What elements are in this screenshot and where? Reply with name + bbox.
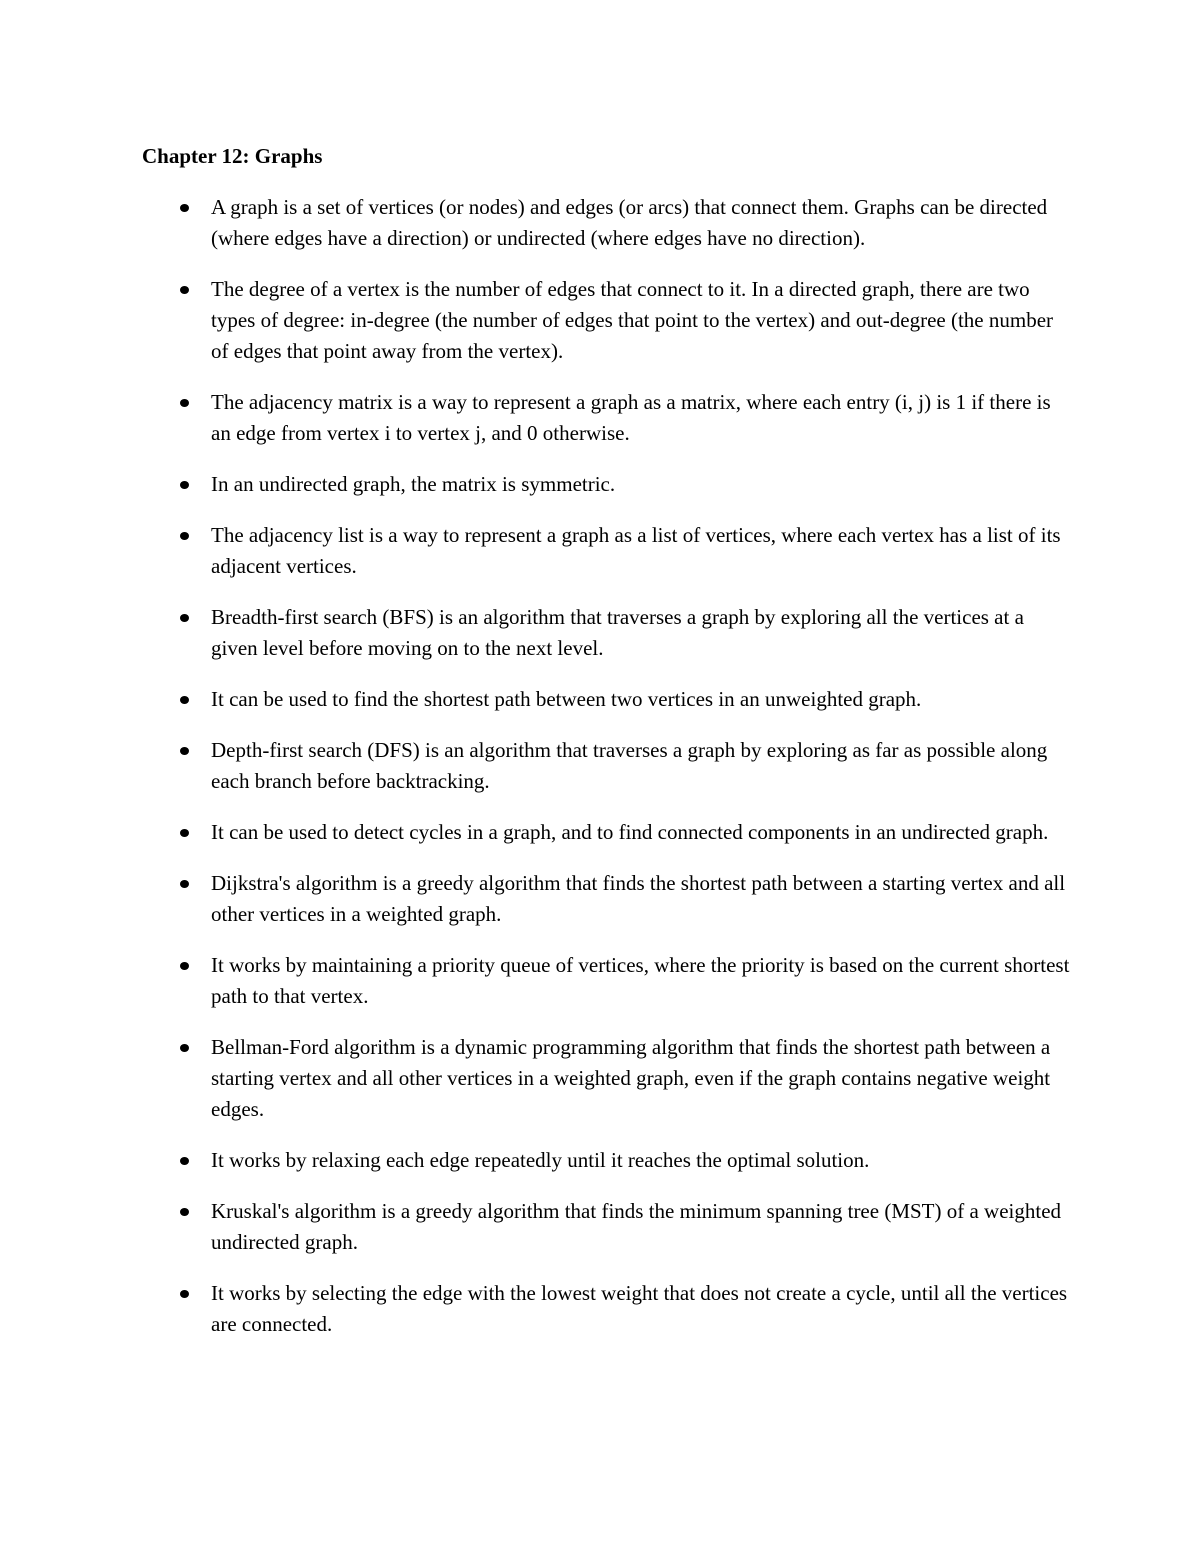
list-item (0, 469, 1071, 500)
bullet-icon (180, 1290, 189, 1298)
list-item-text: It works by relaxing each edge repeatedly until it reaches the optimal solution. (211, 1148, 870, 1172)
chapter-title: Chapter 12: Graphs (142, 144, 323, 168)
bullet-icon (180, 204, 189, 212)
bullet-icon (180, 880, 189, 888)
bullet-icon (180, 747, 189, 755)
list-item (0, 387, 1071, 449)
list-item (0, 274, 1071, 367)
list-item (0, 1278, 1071, 1340)
list-item-text: Breadth-first search (BFS) is an algorithm that traverses a graph by exploring all the vertices at a given level before moving on to the next level. (211, 605, 1024, 660)
bullet-icon (180, 696, 189, 704)
list-item-text: Depth-first search (DFS) is an algorithm that traverses a graph by exploring as far as possible along each branch before backtracking. (211, 738, 1048, 793)
bullet-icon (180, 286, 189, 294)
bullet-icon (180, 1208, 189, 1216)
list-item (0, 684, 1071, 715)
list-item (0, 1032, 1071, 1125)
list-item (0, 1196, 1071, 1258)
list-item (0, 735, 1071, 797)
list-item-text: It works by selecting the edge with the lowest weight that does not create a cycle, until all the vertices are connected. (211, 1281, 1068, 1336)
list-item-text: Kruskal's algorithm is a greedy algorithm that finds the minimum spanning tree (MST) of a weighted undirected graph. (211, 1199, 1062, 1254)
bullet-icon (180, 399, 189, 407)
list-item (0, 1145, 1071, 1176)
list-item-text: The degree of a vertex is the number of edges that connect to it. In a directed graph, there are two types of degree: in-degree (the number of edges that point to the vertex) and out-degree (the number of edges that point away from the vertex). (211, 277, 1054, 363)
bullet-icon (180, 1044, 189, 1052)
bullet-icon (180, 481, 189, 489)
list-item (0, 868, 1071, 930)
list-item-text: Bellman-Ford algorithm is a dynamic programming algorithm that finds the shortest path between a starting vertex and all other vertices in a weighted graph, even if the graph contains negative weight edges. (211, 1035, 1051, 1121)
list-item (0, 817, 1071, 848)
list-item-text: The adjacency matrix is a way to represent a graph as a matrix, where each entry (i, j) is 1 if there is an edge from vertex i to vertex j, and 0 otherwise. (211, 390, 1051, 445)
bullet-icon (180, 532, 189, 540)
list-item-text: A graph is a set of vertices (or nodes) and edges (or arcs) that connect them. Graphs can be directed (where edges have a direction) or undirected (where edges have no direction). (211, 195, 1048, 250)
list-item (0, 192, 1071, 254)
bullet-icon (180, 614, 189, 622)
list-item-text: It can be used to find the shortest path between two vertices in an unweighted graph. (211, 687, 922, 711)
list-item (0, 602, 1071, 664)
bullet-list (0, 192, 1200, 1360)
bullet-icon (180, 829, 189, 837)
list-item-text: It can be used to detect cycles in a graph, and to find connected components in an undirected graph. (211, 820, 1049, 844)
bullet-icon (180, 962, 189, 970)
list-item-text: Dijkstra's algorithm is a greedy algorithm that finds the shortest path between a starting vertex and all other vertices in a weighted graph. (211, 871, 1066, 926)
list-item-text: The adjacency list is a way to represent a graph as a list of vertices, where each vertex has a list of its adjacent vertices. (211, 523, 1061, 578)
list-item-text: It works by maintaining a priority queue of vertices, where the priority is based on the current shortest path to that vertex. (211, 953, 1070, 1008)
list-item-text: In an undirected graph, the matrix is symmetric. (211, 472, 616, 496)
list-item (0, 520, 1071, 582)
bullet-icon (180, 1157, 189, 1165)
list-item (0, 950, 1071, 1012)
